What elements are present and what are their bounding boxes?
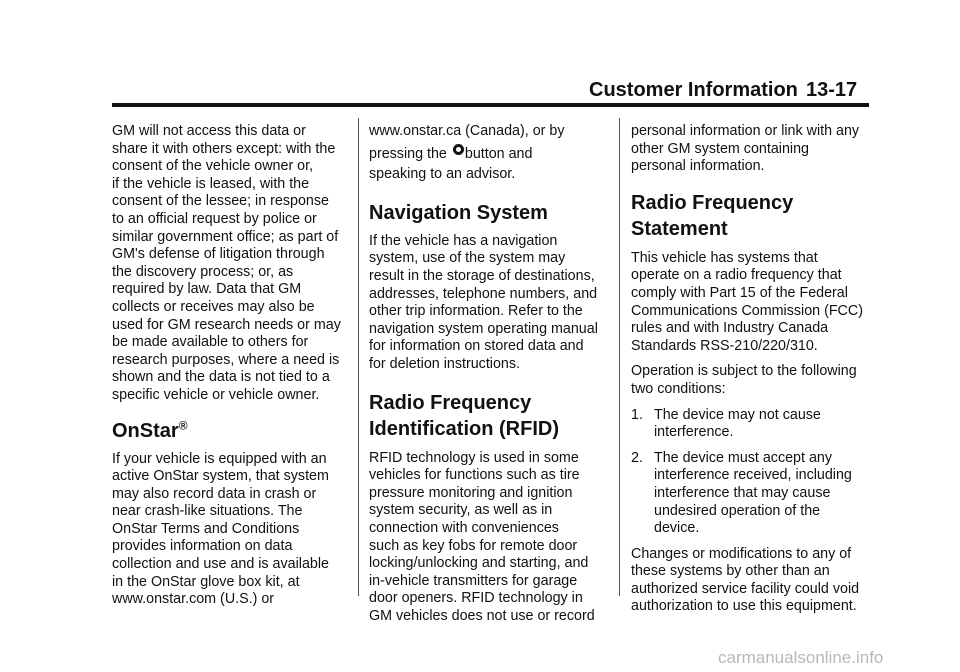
list-number: 2.	[631, 449, 643, 466]
text-line: If your vehicle is equipped with an	[112, 450, 327, 467]
list-item	[631, 450, 871, 538]
text-line: Statement	[631, 217, 728, 240]
list-number: 1.	[631, 406, 643, 423]
text-line: Communications Commission (FCC)	[631, 302, 863, 319]
page-number: 13-17	[806, 79, 858, 101]
text-line: rules and with Industry Canada	[631, 320, 829, 337]
column-divider-1	[358, 118, 359, 596]
data-access-paragraph	[112, 123, 348, 405]
text-line: Operation is subject to the following	[631, 363, 857, 380]
text-line: system security, as well as in	[369, 502, 553, 519]
text-line: to an official request by police or	[112, 210, 317, 227]
text-line: pressure monitoring and ignition	[369, 484, 573, 501]
watermark: carmanualsonline.info	[718, 648, 884, 667]
text-line: vehicles for functions such as tire	[369, 467, 580, 484]
text-line: interference.	[654, 424, 734, 441]
text-line: door openers. RFID technology in	[369, 590, 583, 607]
text-line: navigation system operating manual	[369, 320, 598, 337]
text-line: GM's defense of litigation through	[112, 246, 325, 263]
text-line: operate on a radio frequency that	[631, 267, 842, 284]
text-line: other trip information. Refer to the	[369, 303, 583, 320]
text-line: similar government office; as part of	[112, 228, 339, 245]
radio-frequency-paragraph	[631, 250, 871, 356]
text-line: these systems by other than an	[631, 563, 830, 580]
navigation-paragraph	[369, 233, 609, 374]
text-line: two conditions:	[631, 380, 726, 397]
text-line: used for GM research needs or may	[112, 316, 341, 333]
text-line: for information on stored data and	[369, 338, 584, 355]
text-line: addresses, telephone numbers, and	[369, 285, 598, 302]
text-line: consent of the lessee; in response	[112, 193, 329, 210]
text-line: Changes or modifications to any of	[631, 545, 852, 562]
rfid-paragraph	[369, 450, 609, 626]
text-line: www.onstar.com (U.S.) or	[112, 591, 275, 608]
text-line: the discovery process; or, as	[112, 263, 294, 280]
text-line: shown and the data is not tied to a	[112, 369, 330, 386]
text-line: The device may not cause	[654, 406, 821, 423]
text-line: in-vehicle transmitters for garage	[369, 572, 578, 589]
text-line: OnStar Terms and Conditions	[112, 520, 300, 537]
text-line: be made available to others for	[112, 334, 309, 351]
list-text	[654, 450, 852, 538]
rfid-continued-paragraph	[631, 123, 871, 176]
column-1	[112, 123, 348, 617]
column-2	[369, 123, 609, 633]
list-text	[654, 407, 821, 442]
onstar-heading: OnStar®	[112, 417, 188, 442]
text-line: personal information.	[631, 158, 765, 175]
text-line: RFID technology is used in some	[369, 449, 579, 466]
text-line: collects or receives may also be	[112, 298, 315, 315]
text-line: interference received, including	[654, 467, 852, 484]
text-line: comply with Part 15 of the Federal	[631, 284, 848, 301]
text-line: research purposes, where a need is	[112, 351, 340, 368]
text-line: Radio Frequency	[369, 391, 532, 414]
changes-paragraph	[631, 546, 871, 616]
text-line: Radio Frequency	[631, 191, 794, 214]
text-line: authorization to use this equipment.	[631, 598, 857, 615]
text-line: interference that may cause	[654, 484, 831, 501]
text-line: Identification (RFID)	[369, 417, 559, 440]
text-line: device.	[654, 520, 700, 537]
text-line: If the vehicle has a navigation	[369, 232, 558, 249]
text-line: undesired operation of the	[654, 502, 821, 519]
text-line: near crash-like situations. The	[112, 503, 303, 520]
text-line: connection with conveniences	[369, 519, 559, 536]
column-3	[631, 123, 871, 624]
text-line: may also record data in crash or	[112, 485, 317, 502]
text-line: provides information on data	[112, 538, 293, 555]
text-line: collection and use and is available	[112, 556, 329, 573]
text-line: for deletion instructions.	[369, 355, 520, 372]
text-line: consent of the vehicle owner or,	[112, 158, 314, 175]
operation-conditions-paragraph	[631, 363, 871, 398]
rfid-heading	[369, 390, 609, 442]
registered-mark: ®	[178, 417, 188, 432]
text-line: system, use of the system may	[369, 250, 566, 267]
text-line: Standards RSS-210/220/310.	[631, 337, 818, 354]
text-line: specific vehicle or vehicle owner.	[112, 386, 320, 403]
text-line: required by law. Data that GM	[112, 281, 302, 298]
text-line: if the vehicle is leased, with the	[112, 175, 310, 192]
onstar-paragraph	[112, 451, 348, 609]
text-line: other GM system containing	[631, 140, 809, 157]
text-line: locking/unlocking and starting, and	[369, 555, 589, 572]
text-line: active OnStar system, that system	[112, 468, 329, 485]
text-line: in the OnStar glove box kit, at	[112, 573, 300, 590]
onstar-continued-paragraph: www.onstar.ca (Canada), or by pressing the button and speaking to an advisor.	[369, 123, 565, 183]
text-line: authorized service facility could void	[631, 580, 860, 597]
conditions-list	[631, 407, 871, 538]
section-title: Customer Information	[589, 79, 798, 101]
text-line: This vehicle has systems that	[631, 249, 818, 266]
text-line: The device must accept any	[654, 449, 833, 466]
list-item	[631, 407, 871, 442]
column-divider-2	[619, 118, 620, 596]
header-rule	[112, 103, 869, 107]
radio-frequency-statement-heading	[631, 190, 871, 242]
text-line: GM will not access this data or	[112, 123, 306, 139]
text-line: such as key fobs for remote door	[369, 537, 578, 554]
text-line: share it with others except: with the	[112, 140, 336, 157]
navigation-system-heading: Navigation System	[369, 201, 548, 224]
onstar-button-icon	[453, 144, 464, 155]
text-line: personal information or link with any	[631, 123, 860, 139]
text-line: GM vehicles does not use or record	[369, 607, 595, 624]
text-line: result in the storage of destinations,	[369, 267, 595, 284]
